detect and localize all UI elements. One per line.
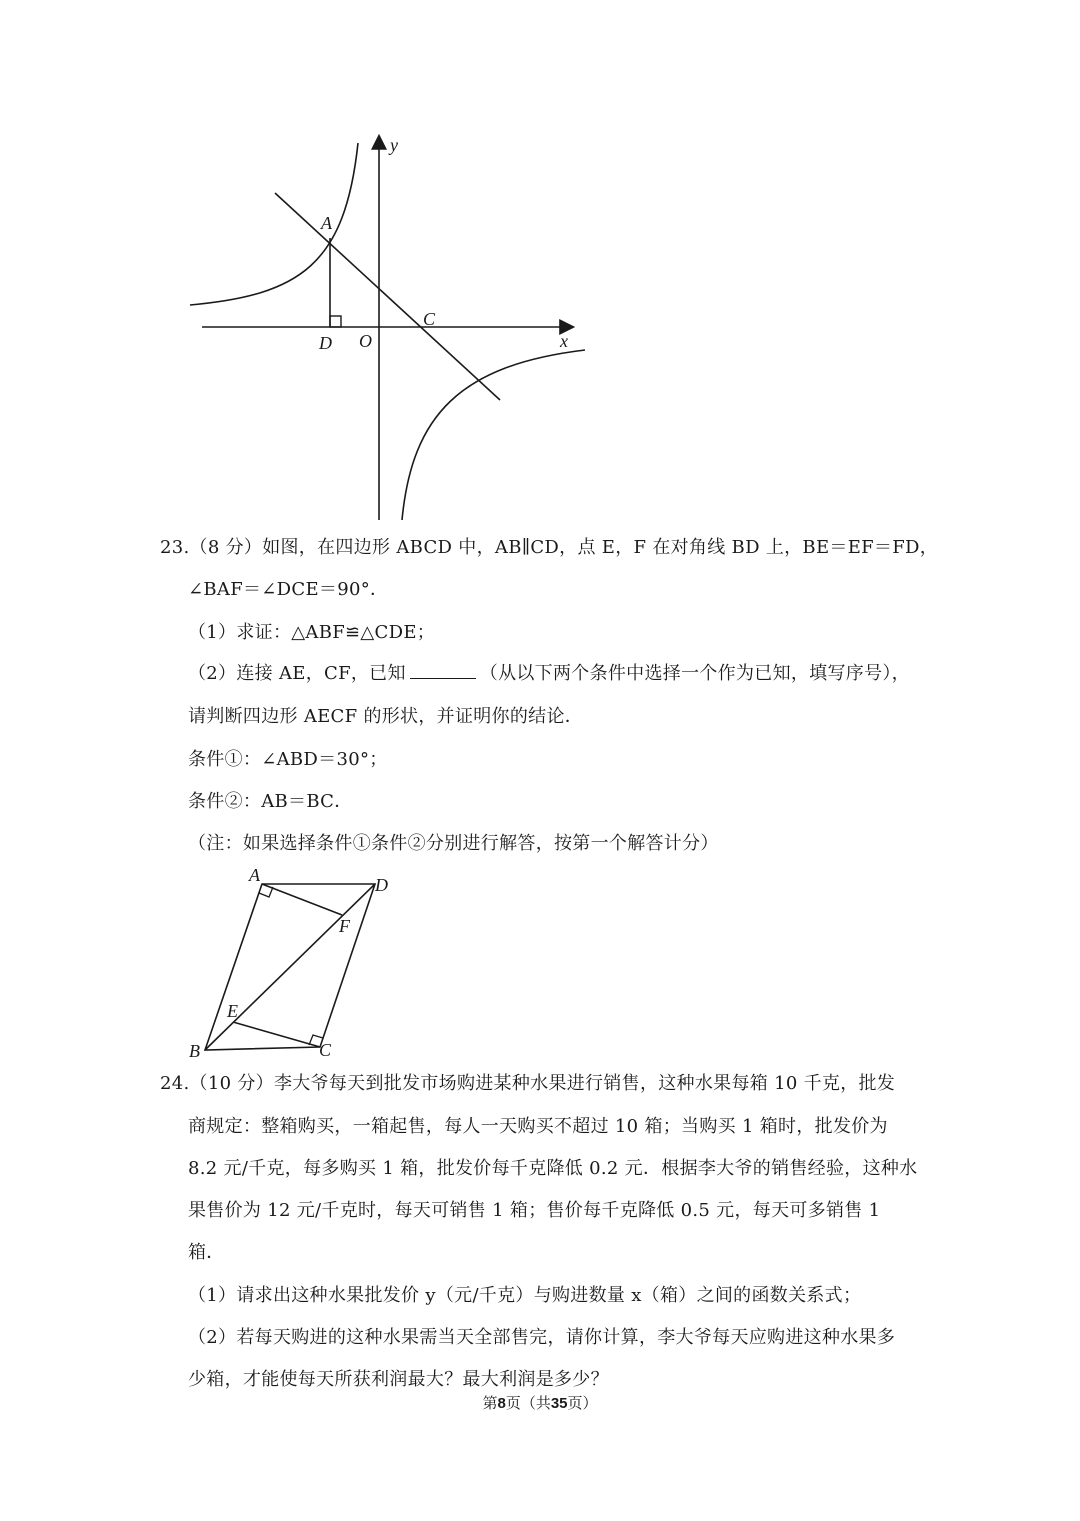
diagonal-BD [205,884,375,1050]
right-angle-mark-D [330,316,341,327]
q24-part-1: （1）请求出这种水果批发价 y（元/千克）与购进数量 x（箱）之间的函数关系式； [188,1285,862,1306]
q23-note: （注：如果选择条件①条件②分别进行解答，按第一个解答计分） [188,833,719,854]
q23-part-2-prefix: （2）连接 AE，CF，已知 [188,663,406,684]
segment-CE [233,1022,320,1047]
q24-part-2-line-2: 少箱，才能使每天所获利润最大？最大利润是多少？ [188,1369,609,1390]
q24-line-2: 商规定：整箱购买，一箱起售，每人一天购买不超过 10 箱；当购买 1 箱时，批发价为 [188,1116,888,1137]
page-number: 8 [497,1395,506,1412]
q24-line-4: 果售价为 12 元/千克时，每天可销售 1 箱；售价每千克降低 0.5 元，每天可多销售 1 [188,1200,881,1221]
label-A: A [249,865,260,885]
q23-condition-1: 条件①：∠ABD＝30°； [188,749,388,770]
q23-part-2-suffix: （从以下两个条件中选择一个作为已知，填写序号）， [479,663,910,684]
q23-condition-2: 条件②：AB＝BC． [188,791,353,812]
label-C: C [319,1040,332,1060]
label-B: B [189,1041,200,1061]
label-F: F [339,916,350,936]
label-D: D [375,875,388,895]
q23-part-1: （1）求证：△ABF≌△CDE； [188,622,436,643]
label-A: A [321,213,332,233]
footer-prefix: 第 [482,1394,498,1412]
q24-part-2: （2）若每天购进的这种水果需当天全部售完，请你计算，李大爷每天应购进这种水果多 [188,1327,896,1348]
label-E: E [227,1001,238,1021]
label-y: y [390,135,398,155]
label-C: C [423,309,436,329]
q24-line-5: 箱． [188,1242,225,1263]
figure-hyperbola-graph [180,125,590,525]
label-O: O [359,331,372,351]
answer-blank[interactable] [410,662,476,679]
page-footer [0,1392,1080,1413]
q23-line-1: 23.（8 分）如图，在四边形 ABCD 中，AB∥CD，点 E，F 在对角线 BD 上，BE＝EF＝FD， [160,537,939,558]
q23-part-2-line-2: 请判断四边形 AECF 的形状，并证明你的结论． [188,706,584,727]
hyperbola-branch-upper-left [190,143,358,305]
q24-line-1: 24.（10 分）李大爷每天到批发市场购进某种水果进行销售，这种水果每箱 10 千克，批发 [160,1073,896,1094]
line-AC [275,193,500,400]
segment-AF [262,884,342,915]
total-pages: 35 [550,1395,568,1412]
q24-line-3: 8.2 元/千克，每多购买 1 箱，批发价每千克降低 0.2 元．根据李大爷的销售经验，这种水 [188,1158,918,1179]
footer-suffix: 页） [567,1394,598,1412]
label-x: x [560,331,568,351]
label-D: D [319,333,332,353]
hyperbola-branch-lower-right [402,350,585,520]
q23-line-2: ∠BAF＝∠DCE＝90°． [188,579,389,600]
footer-middle: 页（共 [505,1394,551,1412]
q23-part-2 [188,662,910,686]
figure-quadrilateral [185,865,400,1065]
